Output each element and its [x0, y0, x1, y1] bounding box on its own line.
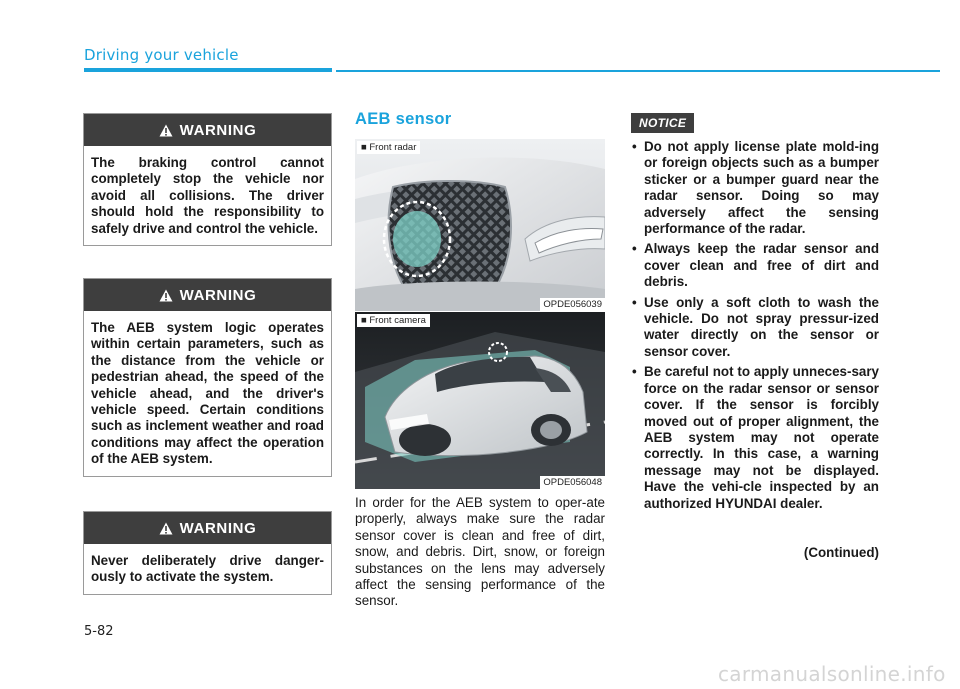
section-header-title: Driving your vehicle	[84, 46, 239, 64]
warning-title: WARNING	[179, 286, 257, 304]
front-camera-label: ■ Front camera	[357, 314, 430, 327]
warning-box-2	[83, 278, 332, 477]
warning-header	[84, 114, 331, 146]
page-number: 5-82	[84, 624, 114, 639]
aeb-section-title: AEB sensor	[355, 110, 452, 128]
car-front-camera-illustration	[355, 312, 605, 489]
warning-title: WARNING	[179, 121, 257, 139]
warning-triangle-icon	[159, 124, 173, 137]
warning-text: The braking control cannot completely stop the vehicle nor avoid all collisions. The driver should hold the responsibility to safely drive and control the vehicle.	[91, 155, 324, 236]
warning-triangle-icon	[159, 522, 173, 535]
list-item: • Use only a soft cloth to wash the vehicle. Do not spray pressur-ized water directly on the sensor or sensor cover.	[631, 295, 879, 361]
warning-text: Never deliberately drive danger-ously to activate the system.	[91, 553, 324, 585]
front-radar-image	[355, 139, 605, 311]
warning-text: The AEB system logic operates within certain parameters, such as the distance from the vehicle or pedestrian ahead, the speed of the vehicle ahead, and the driver's vehicle speed. Certain conditions such as inclement weather and road conditions may affect the operation of the AEB system.	[91, 320, 324, 467]
image-code: OPDE056048	[540, 476, 605, 489]
front-radar-label: ■ Front radar	[357, 141, 420, 154]
list-item: • Do not apply license plate mold-ing or foreign objects such as a bumper sticker or a bumper guard near the radar sensor. Doing so may adversely affect the sensing performance of the radar.	[631, 139, 879, 237]
warning-box-1	[83, 113, 332, 246]
warning-header	[84, 512, 331, 544]
warning-box-3	[83, 511, 332, 595]
warning-title: WARNING	[179, 519, 257, 537]
header-rule-thick	[84, 68, 332, 72]
warning-triangle-icon	[159, 289, 173, 302]
front-camera-image	[355, 312, 605, 489]
aeb-paragraph: In order for the AEB system to oper-ate properly, always make sure the radar sensor cover is clean and free of dirt, snow, and debris. Dirt, snow, or foreign substances on the lens may adversely affect the sensing performance of the sensor.	[355, 495, 605, 609]
image-code: OPDE056039	[540, 298, 605, 311]
watermark: carmanualsonline.info	[718, 662, 946, 686]
warning-header	[84, 279, 331, 311]
list-item: • Be careful not to apply unneces-sary force on the radar sensor or sensor cover. If the sensor is forcibly moved out of proper alignment, the AEB system may not operate correctly. In this case, a warning message may not be displayed. Have the vehi-cle inspected by an authorized HYUNDAI dealer.	[631, 364, 879, 512]
car-front-radar-illustration	[355, 139, 605, 311]
notice-list	[631, 139, 879, 516]
notice-tag: NOTICE	[631, 113, 694, 133]
header-rule-thin	[336, 70, 940, 72]
continued-label: (Continued)	[803, 545, 879, 560]
list-item: • Always keep the radar sensor and cover clean and free of dirt and debris.	[631, 241, 879, 290]
